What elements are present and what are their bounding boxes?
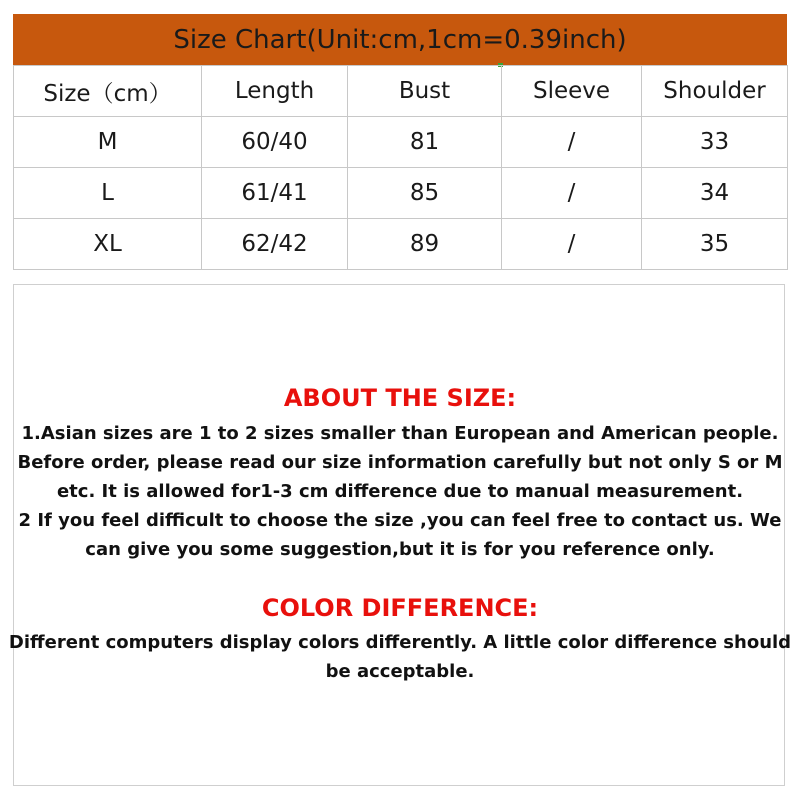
cell-sleeve: / bbox=[502, 168, 642, 219]
cell-bust: 89 bbox=[348, 219, 502, 270]
cell-size: L bbox=[14, 168, 202, 219]
cell-length: 60/40 bbox=[202, 117, 348, 168]
cell-length: 62/42 bbox=[202, 219, 348, 270]
cell-sleeve: / bbox=[502, 219, 642, 270]
about-line: 2 If you feel difficult to choose the size ,you can feel free to contact us. We bbox=[18, 510, 782, 531]
cell-shoulder: 33 bbox=[642, 117, 788, 168]
color-line: be acceptable. bbox=[325, 661, 475, 682]
header-size: Size（cm） bbox=[14, 66, 202, 117]
cell-sleeve: / bbox=[502, 117, 642, 168]
header-sleeve: Sleeve bbox=[502, 66, 642, 117]
about-size-heading: ABOUT THE SIZE: bbox=[283, 384, 517, 412]
cell-shoulder: 34 bbox=[642, 168, 788, 219]
size-chart-title-bar bbox=[13, 14, 787, 65]
color-difference-heading: COLOR DIFFERENCE: bbox=[261, 594, 539, 622]
size-table bbox=[13, 65, 788, 270]
cell-length: 61/41 bbox=[202, 168, 348, 219]
header-length: Length bbox=[202, 66, 348, 117]
table-row bbox=[14, 117, 788, 168]
color-difference-text bbox=[0, 628, 800, 686]
table-row bbox=[14, 168, 788, 219]
cell-bust: 85 bbox=[348, 168, 502, 219]
size-chart-title: Size Chart(Unit:cm,1cm=0.39inch) bbox=[173, 24, 627, 55]
header-shoulder: Shoulder bbox=[642, 66, 788, 117]
cell-size: M bbox=[14, 117, 202, 168]
about-line: 1.Asian sizes are 1 to 2 sizes smaller than European and American people. bbox=[21, 423, 779, 444]
header-bust: Bust bbox=[348, 66, 502, 117]
table-header-row bbox=[14, 66, 788, 117]
about-line: etc. It is allowed for1-3 cm difference due to manual measurement. bbox=[56, 481, 744, 502]
table-row bbox=[14, 219, 788, 270]
cell-bust: 81 bbox=[348, 117, 502, 168]
about-line: can give you some suggestion,but it is for you reference only. bbox=[85, 539, 715, 560]
about-line: Before order, please read our size information carefully but not only S or M bbox=[17, 452, 783, 473]
color-line: Different computers display colors differently. A little color difference should bbox=[8, 632, 792, 653]
cell-size: XL bbox=[14, 219, 202, 270]
cell-shoulder: 35 bbox=[642, 219, 788, 270]
about-size-text bbox=[0, 419, 800, 564]
